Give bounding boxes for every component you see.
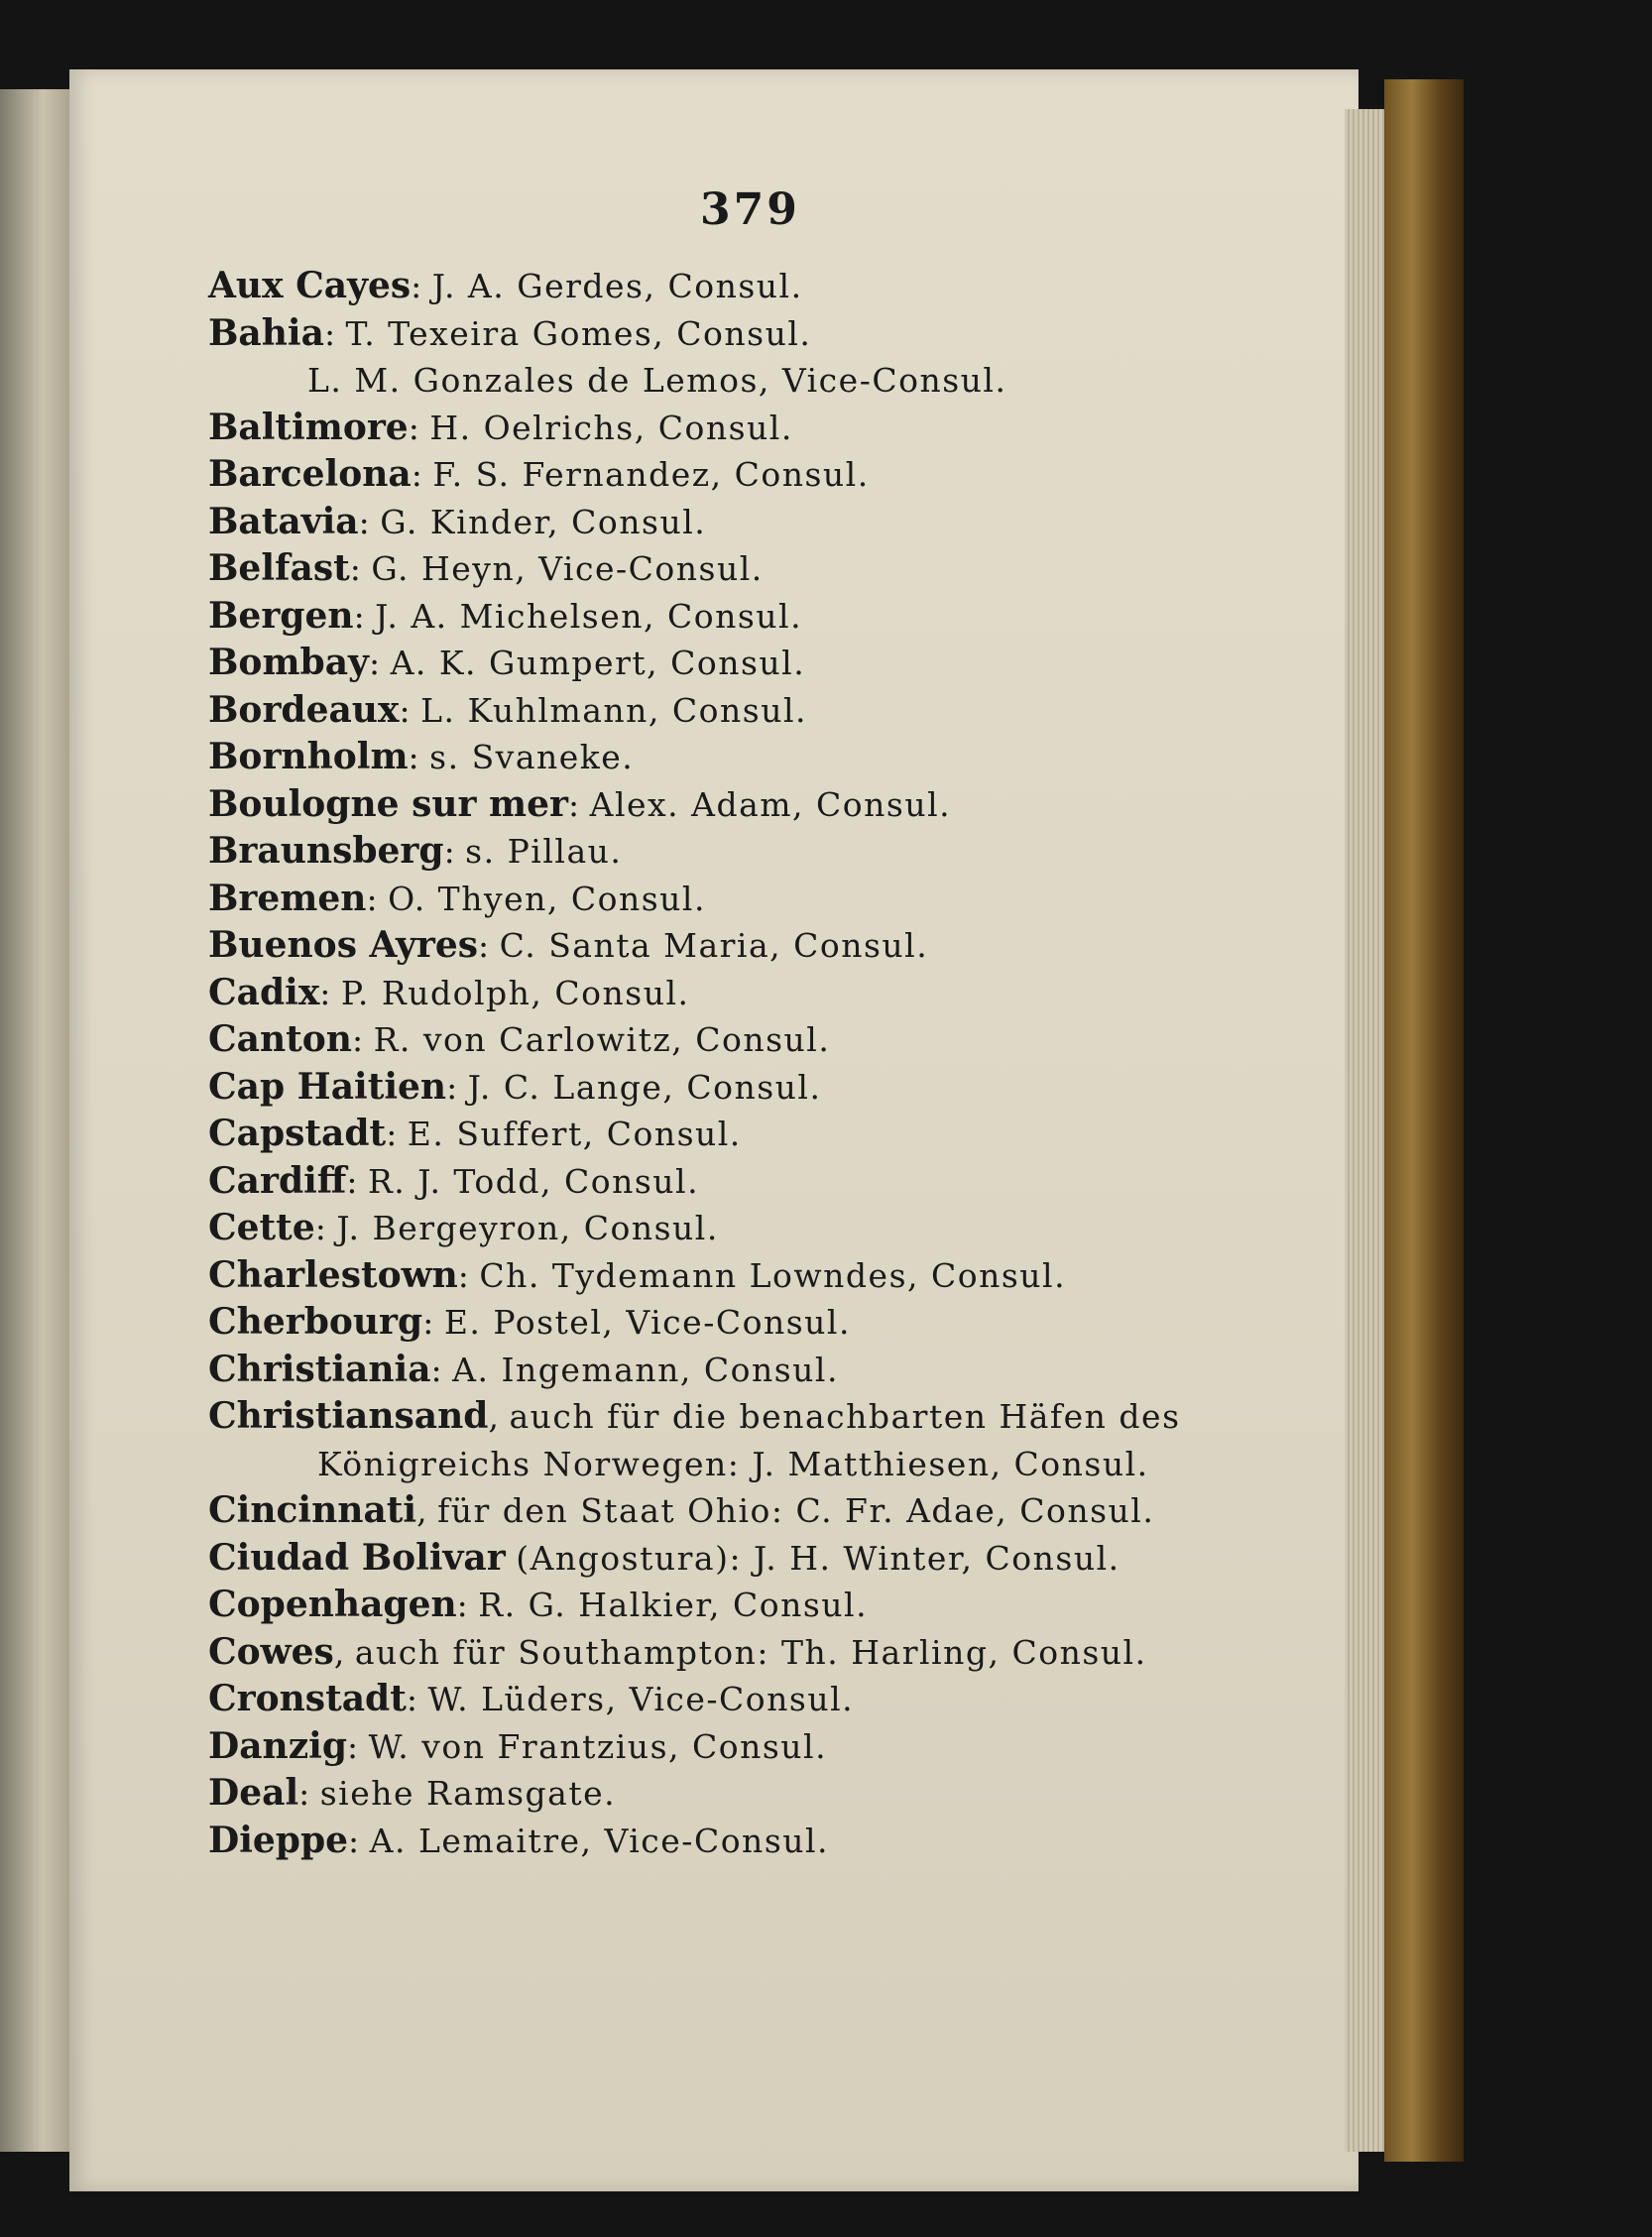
entry-separator: : [568, 784, 590, 824]
entry-detail: s. Pillau. [465, 832, 623, 871]
entry-detail: R. J. Todd, Consul. [367, 1161, 700, 1201]
entry-detail: J. C. Lange, Consul. [467, 1067, 822, 1107]
list-item [208, 1535, 1289, 1583]
entry-place: Braunsberg [208, 830, 444, 872]
entry-separator: : [349, 549, 372, 588]
list-item [208, 1676, 1289, 1723]
list-item [208, 1064, 1289, 1112]
entry-separator: : [366, 879, 389, 918]
entry-place: Batavia [208, 500, 359, 542]
entry-detail: J. A. Michelsen, Consul. [375, 596, 803, 636]
list-item [208, 1770, 1289, 1818]
list-item [208, 499, 1289, 546]
entry-place: Bahia [208, 311, 324, 354]
list-item [208, 1205, 1289, 1252]
list-item [208, 1299, 1289, 1347]
list-item [208, 1393, 1289, 1441]
list-item [208, 781, 1289, 829]
list-item [208, 357, 1289, 405]
entry-separator: : [478, 926, 500, 965]
list-item [208, 876, 1289, 923]
entry-detail: R. G. Halkier, Consul. [478, 1586, 869, 1624]
entry-place: Charlestown [208, 1253, 458, 1296]
entry-detail: auch für die benachbarten Häfen des [509, 1397, 1181, 1436]
consul-directory-list [208, 263, 1289, 1864]
entry-detail: R. von Carlowitz, Consul. [373, 1020, 831, 1059]
entry-separator: , [416, 1491, 438, 1530]
list-item [208, 545, 1289, 593]
entry-detail: P. Rudolph, Consul. [340, 973, 690, 1012]
list-item [208, 263, 1289, 310]
entry-detail: auch für Southampton: Th. Harling, Consul. [354, 1632, 1147, 1672]
list-item [208, 640, 1289, 687]
entry-separator [506, 1539, 517, 1578]
page-edges [1345, 109, 1384, 2152]
entry-place: Cherbourg [208, 1301, 423, 1343]
entry-separator: , [488, 1397, 510, 1436]
list-item [208, 828, 1289, 876]
list-item [208, 687, 1289, 735]
list-item [208, 1158, 1289, 1206]
list-item [208, 734, 1289, 781]
entry-detail: H. Oelrichs, Consul. [429, 408, 793, 447]
list-item [208, 310, 1289, 358]
entry-separator: : [406, 1680, 428, 1718]
entry-separator: : [323, 313, 346, 353]
list-item [208, 1487, 1289, 1535]
entry-place: Cowes [208, 1630, 334, 1673]
entry-detail: Ch. Tydemann Lowndes, Consul. [479, 1255, 1067, 1295]
entry-place: Cardiff [208, 1159, 347, 1202]
entry-detail: T. Texeira Gomes, Consul. [345, 313, 812, 353]
entry-detail: L. M. Gonzales de Lemos, Vice-Consul. [307, 361, 1007, 400]
entry-place: Bordeaux [208, 688, 400, 731]
entry-place: Aux Cayes [208, 265, 412, 306]
entry-detail: s. Svaneke. [429, 738, 635, 776]
list-item [208, 1582, 1289, 1629]
list-item [208, 1252, 1289, 1300]
entry-detail: F. S. Fernandez, Consul. [432, 455, 870, 494]
entry-separator: : [399, 690, 421, 730]
entry-detail: Königreichs Norwegen: J. Matthiesen, Consul. [317, 1444, 1149, 1483]
entry-detail: A. Ingemann, Consul. [452, 1350, 839, 1389]
entry-detail: A. Lemaitre, Vice-Consul. [369, 1821, 830, 1860]
entry-place: Cronstadt [208, 1678, 407, 1719]
entry-place: Cincinnati [208, 1489, 417, 1531]
entry-separator: : [314, 1209, 337, 1247]
entry-place: Bornholm [208, 736, 409, 777]
entry-separator: : [351, 1020, 374, 1059]
previous-page-edge [0, 89, 77, 2152]
entry-detail: A. K. Gumpert, Consul. [390, 644, 806, 682]
entry-separator: , [333, 1632, 355, 1672]
entry-detail: für den Staat Ohio: C. Fr. Adae, Consul. [437, 1491, 1155, 1530]
entry-place: Canton [208, 1018, 352, 1060]
entry-place: Bombay [208, 642, 369, 683]
entry-separator: : [456, 1586, 479, 1624]
entry-detail: C. Santa Maria, Consul. [499, 926, 929, 965]
list-item [208, 593, 1289, 641]
entry-detail: E. Suffert, Consul. [407, 1115, 742, 1153]
entry-separator: : [408, 408, 430, 447]
list-item [208, 1818, 1289, 1865]
list-item [208, 1723, 1289, 1771]
entry-separator: : [408, 738, 430, 776]
list-item [208, 1016, 1289, 1064]
entry-place: Belfast [208, 547, 350, 589]
entry-place: Christiansand [208, 1395, 489, 1437]
entry-separator: : [411, 267, 432, 305]
entry-place: Deal [208, 1772, 299, 1814]
entry-place: Baltimore [208, 406, 409, 448]
list-item [208, 405, 1289, 452]
entry-separator: : [457, 1255, 480, 1295]
entry-detail: (Angostura): J. H. Winter, Consul. [516, 1538, 1121, 1578]
entry-separator: : [422, 1303, 444, 1342]
entry-separator: : [346, 1161, 368, 1201]
entry-place: Boulogne sur mer [208, 782, 568, 825]
entry-place: Bergen [208, 594, 354, 637]
entry-detail: G. Kinder, Consul. [380, 502, 707, 541]
entry-place: Buenos Ayres [208, 924, 479, 966]
entry-detail: J. A. Gerdes, Consul. [431, 267, 803, 305]
entry-detail: siehe Ramsgate. [319, 1774, 617, 1813]
entry-place: Barcelona [208, 453, 412, 495]
list-item [208, 970, 1289, 1017]
list-item [208, 922, 1289, 970]
entry-place: Cap Haitien [208, 1065, 447, 1108]
entry-separator: : [443, 832, 466, 871]
entry-separator: : [446, 1067, 468, 1107]
entry-place: Copenhagen [208, 1584, 457, 1625]
entry-place: Capstadt [208, 1113, 387, 1154]
list-item [208, 1441, 1289, 1488]
entry-separator: : [368, 644, 391, 682]
entry-detail: J. Bergeyron, Consul. [336, 1209, 719, 1247]
entry-separator: : [430, 1350, 453, 1389]
list-item [208, 1111, 1289, 1158]
entry-place: Ciudad Bolivar [208, 1536, 506, 1579]
entry-separator: : [298, 1774, 320, 1813]
entry-place: Bremen [208, 877, 367, 919]
entry-separator: : [319, 973, 341, 1012]
entry-detail: O. Thyen, Consul. [388, 879, 706, 918]
entry-place: Cette [208, 1207, 315, 1248]
entry-separator: : [347, 1726, 369, 1766]
list-item [208, 451, 1289, 499]
entry-separator: : [358, 502, 381, 541]
entry-place: Christiania [208, 1348, 431, 1390]
book-cover-edge [1384, 79, 1464, 2162]
entry-detail: Alex. Adam, Consul. [589, 784, 952, 824]
list-item [208, 1347, 1289, 1394]
entry-place: Danzig [208, 1724, 348, 1767]
entry-detail: W. von Frantzius, Consul. [368, 1726, 828, 1766]
page-number: 379 [700, 184, 800, 235]
list-item [208, 1629, 1289, 1677]
entry-detail: W. Lüders, Vice-Consul. [427, 1680, 855, 1718]
entry-detail: E. Postel, Vice-Consul. [443, 1303, 851, 1342]
entry-separator: : [348, 1821, 370, 1860]
entry-detail: G. Heyn, Vice-Consul. [371, 549, 764, 588]
entry-detail: L. Kuhlmann, Consul. [420, 690, 808, 730]
entry-place: Dieppe [208, 1819, 349, 1861]
entry-place: Cadix [208, 971, 320, 1013]
entry-separator: : [411, 455, 433, 494]
entry-separator: : [353, 596, 376, 636]
entry-separator: : [386, 1115, 408, 1153]
